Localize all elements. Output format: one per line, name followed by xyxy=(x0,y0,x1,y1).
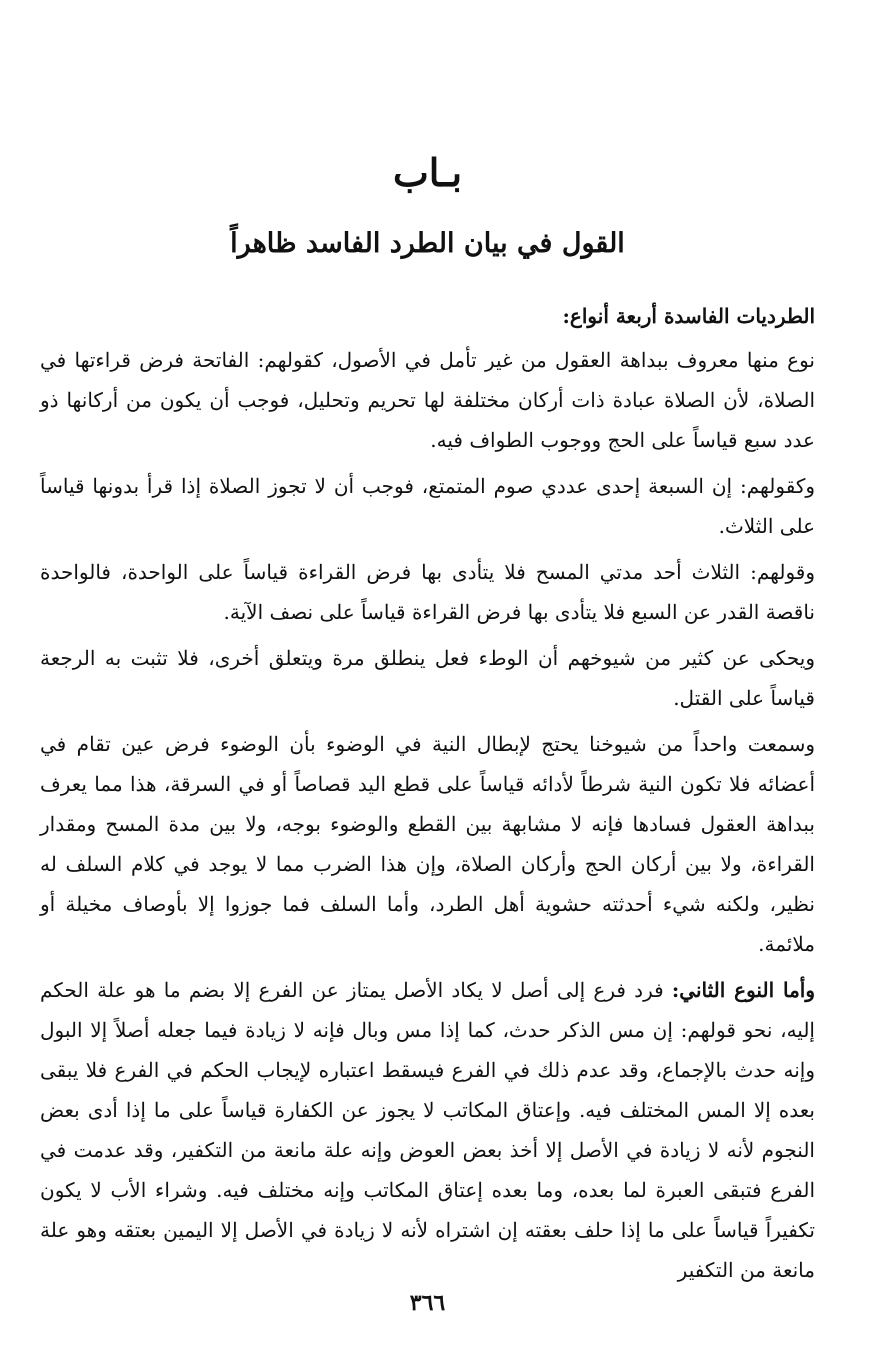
paragraph-6-text: فرد فرع إلى أصل لا يكاد الأصل يمتاز عن الفرع إلا بضم ما هو علة الحكم إليه، نحو قولهم: إن مس الذكر حدث، كما إذا مس وبال فإنه لا زيادة فيما جعله أصلاً إلا البول وإنه حدث بالإجماع، وقد عدم ذلك في الفرع فيسقط اعتباره لإيجاب الحكم في الفرع فلا يبقى بعده إلا المس المختلف فيه. وإعتاق المكاتب لا يجوز عن الكفارة قياساً على ما إذا أدى بعض النجوم لأنه لا زيادة في الأصل إلا أخذ بعض العوض وإنه علة مانعة من التكفير، وقد عدمت في الفرع فتبقى العبرة لما بعده، وما بعده إعتاق المكاتب وإنه مختلف فيه. وشراء الأب لا يكون تكفيراً قياساً على ما إذا حلف بعقته إن اشتراه لأنه لا زيادة في الأصل إلا اليمين بعتقه وهو علة مانعة من التكفير xyxy=(40,978,815,1282)
chapter-title: بـاب xyxy=(392,150,463,195)
section-heading: القول في بيان الطرد الفاسد ظاهراً xyxy=(230,228,625,259)
body-text xyxy=(40,296,815,1296)
paragraph-3: وقولهم: الثلاث أحد مدتي المسح فلا يتأدى بها فرض القراءة قياساً على الواحدة، فالواحدة ناقصة القدر عن السبع فلا يتأدى بها فرض القراءة قياساً على نصف الآية. xyxy=(40,560,815,624)
paragraph-6-lead: وأما النوع الثاني: xyxy=(671,978,815,1002)
paragraph-4: ويحكى عن كثير من شيوخهم أن الوطء فعل ينطلق مرة ويتعلق أخرى، فلا تثبت به الرجعة قياساً على القتل. xyxy=(40,646,815,710)
paragraph-1: نوع منها معروف ببداهة العقول من غير تأمل في الأصول، كقولهم: الفاتحة فرض قراءتها في الصلاة، لأن الصلاة عبادة ذات أركان مختلفة لها تحريم وتحليل، فوجب أن يكون من أركانها ذو عدد سبع قياساً على الحج ووجوب الطواف فيه. xyxy=(40,348,815,452)
paragraph-6 xyxy=(40,970,815,1290)
page-number: ٣٦٦ xyxy=(409,1290,446,1316)
paragraph-2: وكقولهم: إن السبعة إحدى عددي صوم المتمتع، فوجب أن لا تجوز الصلاة إذا قرأ بدونها قياساً على الثلاث. xyxy=(40,474,815,538)
intro-line: الطرديات الفاسدة أربعة أنواع: xyxy=(562,304,815,328)
paragraph-5: وسمعت واحداً من شيوخنا يحتج لإبطال النية في الوضوء بأن الوضوء فرض عين تقام في أعضائه فلا تكون النية شرطاً لأدائه قياساً على قطع اليد قصاصاً أو في السرقة، هذا مما يعرف ببداهة العقول فسادها فإنه لا مشابهة بين القطع والوضوء بوجه، ولا بين مدة المسح ومقدار القراءة، ولا بين أركان الحج وأركان الصلاة، وإن هذا الضرب مما لا يوجد في كلام السلف له نظير، ولكنه شيء أحدثته حشوية أهل الطرد، وأما السلف فما جوزوا إلا بأوصاف مخيلة أو ملائمة. xyxy=(40,732,815,956)
book-page xyxy=(40,0,815,1371)
